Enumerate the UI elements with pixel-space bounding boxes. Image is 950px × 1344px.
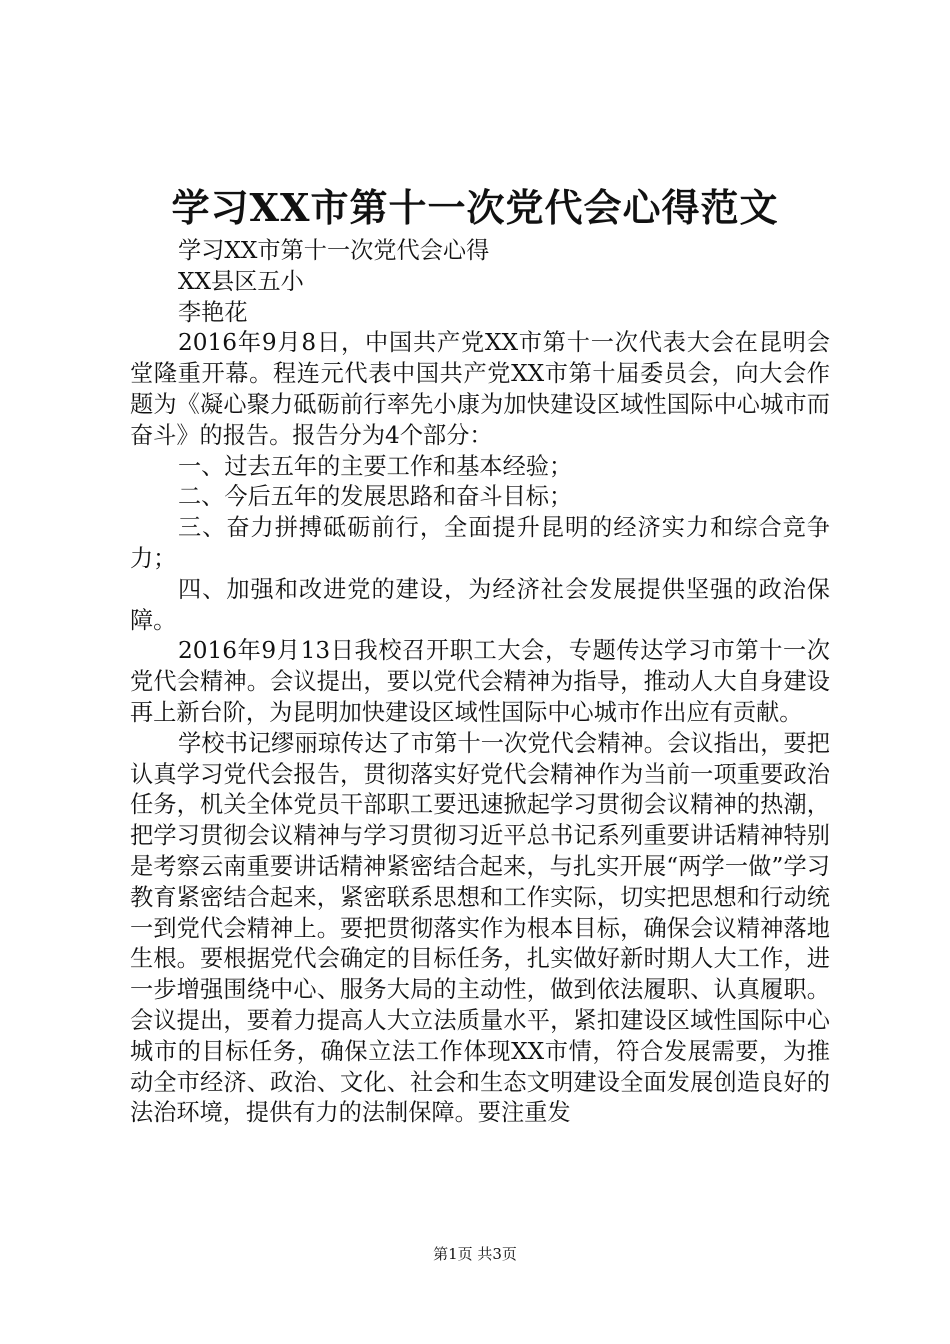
paragraph-author: 李艳花 [178, 298, 248, 326]
list-item: 一、过去五年的主要工作和基本经验； [178, 452, 573, 480]
document-title: 学习XX市第十一次党代会心得范文 [171, 185, 779, 230]
paragraph-subtitle: 学习XX市第十一次党代会心得 [178, 237, 490, 264]
page-footer: 第1页 共3页 [433, 1245, 517, 1263]
list-item: 二、今后五年的发展思路和奋斗目标； [178, 483, 573, 511]
document-body [130, 236, 830, 1129]
list-item: 三、奋力拼搏砥砺前行，全面提升昆明的经济实力和综合竞争力； [130, 514, 830, 572]
paragraph: 2016年9月8日，中国共产党XX市第十一次代表大会在昆明会堂隆重开幕。程连元代表中国共产党XX市第十届委员会，向大会作题为《凝心聚力砥砺前行率先小康为加快建设区域性国际中心城市而奋斗》的报告。报告分为4个部分： [130, 329, 830, 449]
list-item: 四、加强和改进党的建设，为经济社会发展提供坚强的政治保障。 [130, 575, 830, 634]
paragraph: 2016年9月13日我校召开职工大会，专题传达学习市第十一次党代会精神。会议提出，要以党代会精神为指导，推动人大自身建设再上新台阶，为昆明加快建设区域性国际中心城市作出应有贡献。 [130, 637, 830, 726]
paragraph-school: XX县区五小 [178, 267, 304, 295]
paragraph: 学校书记缪丽琼传达了市第十一次党代会精神。会议指出，要把认真学习党代会报告，贯彻落实好党代会精神作为当前一项重要政治任务，机关全体党员干部职工要迅速掀起学习贯彻会议精神的热潮，把学习贯彻会议精神与学习贯彻习近平总书记系列重要讲话精神特别是考察云南重要讲话精神紧密结合起来，与扎实开展“两学一做”学习教育紧密结合起来，紧密联系思想和工作实际，切实把思想和行动统一到党代会精神上。要把贯彻落实作为根本目标，确保会议精神落地生根。要根据党代会确定的目标任务，扎实做好新时期人大工作，进一步增强围绕中心、服务大局的主动性，做到依法履职、认真履职。会议提出，要着力提高人大立法质量水平，紧扣建设区域性国际中心城市的目标任务，确保立法工作体现XX市情，符合发展需要，为推动全市经济、政治、文化、社会和生态文明建设全面发展创造良好的法治环境，提供有力的法制保障。要注重发 [130, 729, 830, 1127]
